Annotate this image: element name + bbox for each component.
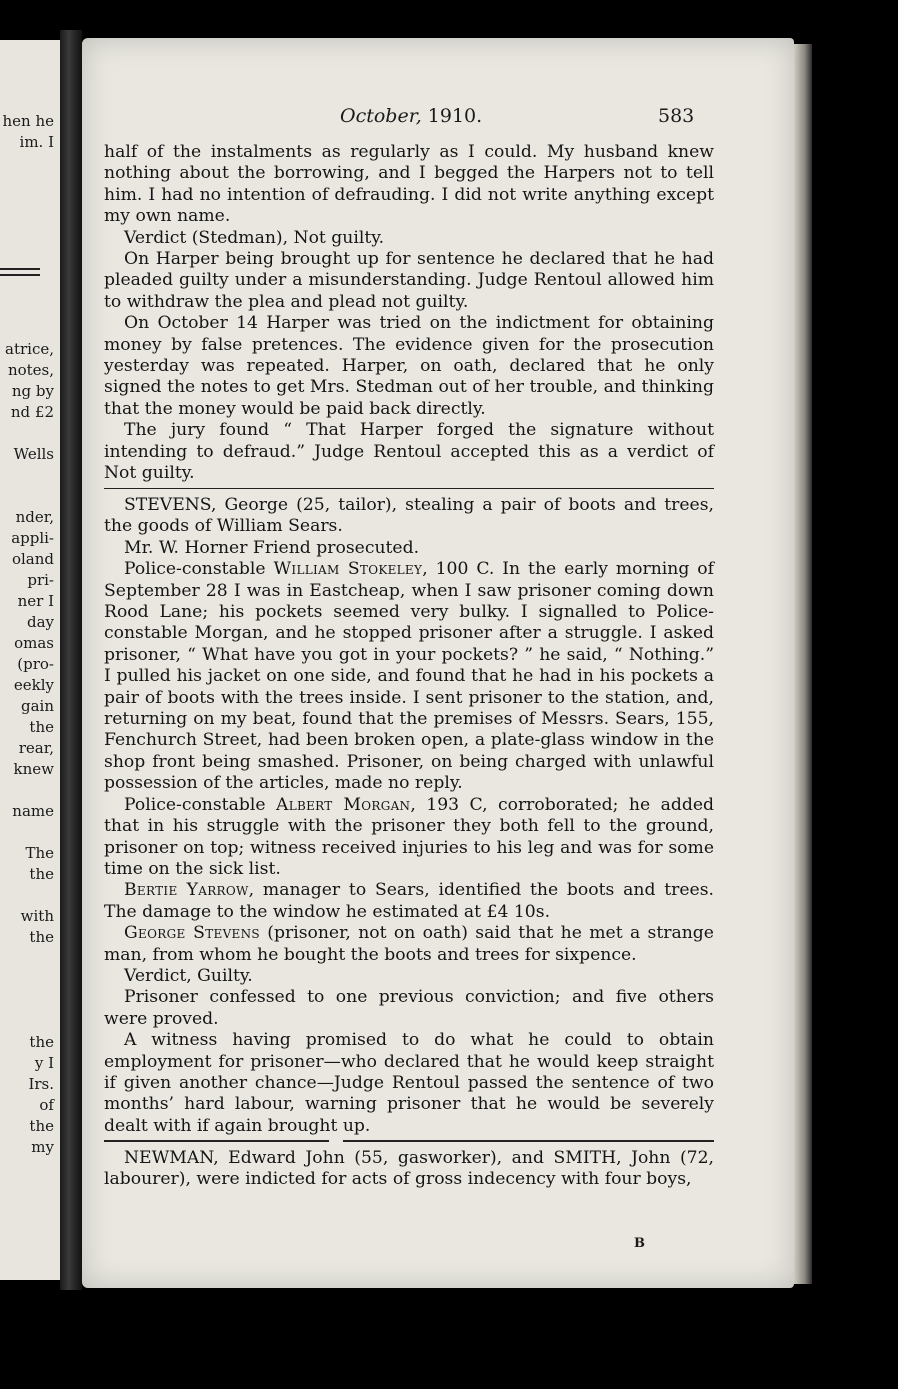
book-gutter [60,30,82,1290]
facing-page-text: im. I [19,133,54,151]
facing-page-text: ng by [11,382,54,400]
facing-page-text: name [12,802,54,820]
witness-name: Albert Morgan [275,794,411,815]
facing-page-rule [0,268,40,270]
facing-page-text: appli- [11,529,54,547]
facing-page-text: nd £2 [10,403,54,421]
facing-page-fragment [0,40,60,1280]
facing-page-text: hen he [2,112,54,130]
signature-mark: B [634,1236,645,1251]
page-edge-shadow [794,44,812,1284]
paragraph: A witness having promised to do what he could to obtain employment for prisoner—who declared that he would keep straight if given another chance—Judge Rentoul passed the sentence of two months’ hard labour, warning prisoner that he would be severely dealt with if again brought up. [104,1030,714,1136]
facing-page-text: the [29,928,54,946]
facing-page-text: omas [14,634,54,652]
facing-page-text: nder, [15,508,54,526]
witness-name: Bertie Yarrow [124,880,249,901]
page-body [104,142,714,1191]
facing-page-text: gain [20,697,54,715]
case-separator-rule [104,488,714,490]
witness-name: George Stevens [124,923,260,944]
facing-page-text: eekly [13,676,54,694]
text-run: Police-constable [124,559,266,580]
text-run: , 100 C. In the early morning of September 28 I was in Eastcheap, when I saw prisoner coming down Rood Lane; his pockets seemed very bulky. I signalled to Police-constable Morgan, and he stopped prisoner after a struggle. I asked prisoner, “ What have you got in your pockets? ” he said, “ Nothing.” I pulled his jacket on one side, and found that he had in his pockets a pair of boots with the trees inside. I sent prisoner to the station, and, returning on my beat, found that the premises of Messrs. Sears, 155, Fenchurch Street, had been broken open, a plate-glass window in the shop front being smashed. Prisoner, on being charged with unlawful possession of the articles, made no reply. [104,559,715,794]
paragraph: Prisoner confessed to one previous conviction; and five others were proved. [104,987,714,1029]
facing-page-text: ner I [17,592,54,610]
text-run: (prisoner, not on oath) said that he met a strange man, from whom he bought the boots and trees for sixpence. [104,923,714,965]
case-heading: STEVENS, George (25, tailor), stealing a pair of boots and trees, the goods of William Sears. [104,495,714,537]
facing-page-text: knew [13,760,54,778]
facing-page-text: pri- [27,571,54,589]
paragraph: On October 14 Harper was tried on the indictment for obtaining money by false pretences. The evidence given for the prosecution yesterday was repeated. Harper, on oath, declared that he only signed the notes to get Mrs. Stedman out of her trouble, and thinking that the money would be paid back directly. [104,313,714,419]
facing-page-text: (pro- [17,655,54,673]
paragraph [104,880,714,923]
running-title-month: October, [340,105,422,127]
case-separator-rule [104,1140,714,1142]
paragraph: Mr. W. Horner Friend prosecuted. [124,537,420,558]
running-title-year: 1910. [427,105,483,127]
facing-page-text: day [26,613,54,631]
facing-page-text: the [29,1033,54,1051]
paragraph: On Harper being brought up for sentence he declared that he had pleaded guilty under a misunderstanding. Judge Rentoul allowed him to withdraw the plea and plead not guilty. [104,249,714,312]
paragraph [104,795,714,881]
facing-page-text: Wells [13,445,54,463]
facing-page-text: the [29,865,54,883]
facing-page-text: the [29,718,54,736]
running-title [340,105,482,127]
facing-page-text: of [39,1096,54,1114]
facing-page-text: y I [34,1054,54,1072]
facing-page-text: Irs. [28,1075,54,1093]
page-number: 583 [658,105,695,127]
running-header [82,105,794,131]
paragraph: half of the instalments as regularly as I could. My husband knew nothing about the borrowing, and I begged the Harpers not to tell him. I had no intention of defrauding. I did not write anything except my own name. [104,142,714,227]
witness-name: William Stokeley [273,559,423,580]
text-run: Police-constable [124,794,266,815]
facing-page-text: my [31,1138,54,1156]
paragraph: The jury found “ That Harper forged the signature without intending to defraud.” Judge Rentoul accepted this as a verdict of Not guilty. [104,420,714,484]
text-run: , 193 C, corroborated; he added that in his struggle with the prisoner they both fell to the ground, prisoner on top; witness received injuries to his leg and was for some time on the sick list. [104,794,715,879]
facing-page-text: atrice, [5,340,54,358]
facing-page-text: The [25,844,54,862]
facing-page-text: with [20,907,54,925]
facing-page-text: rear, [18,739,54,757]
facing-page-text: oland [11,550,54,568]
paragraph [104,559,714,794]
paragraph: Verdict, Guilty. [124,965,253,986]
facing-page-text: notes, [7,361,54,379]
text-run: , manager to Sears, identified the boots and trees. The damage to the window he estimated at £4 10s. [104,880,714,922]
paragraph: Verdict (Stedman), Not guilty. [124,227,385,248]
book-page [82,38,794,1288]
paragraph [104,923,714,966]
case-heading: NEWMAN, Edward John (55, gasworker), and SMITH, John (72, labourer), were indicted for acts of gross indecency with four boys, [104,1147,714,1190]
facing-page-text: the [29,1117,54,1135]
facing-page-rule [0,274,40,276]
